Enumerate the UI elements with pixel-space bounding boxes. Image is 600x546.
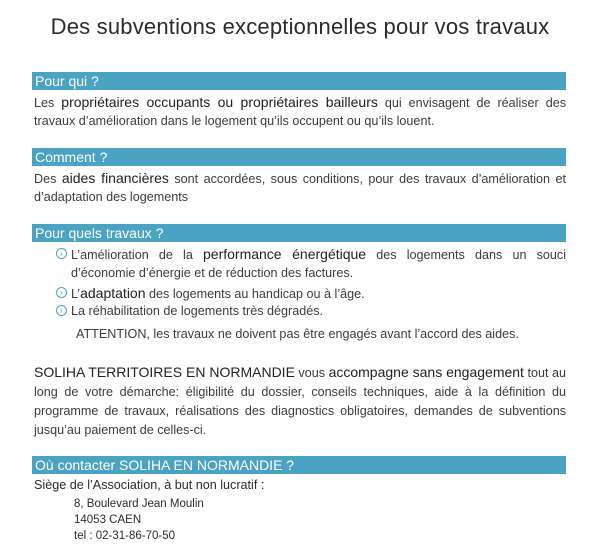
pour-qui-text <box>34 93 566 130</box>
soliha-mid: vous <box>294 366 329 380</box>
phone-line: tel : 02-31-86-70-50 <box>74 530 176 542</box>
travaux-bullet-3 <box>56 302 566 320</box>
bullet2-pre: L’ <box>71 287 81 301</box>
bullet3-text: La réhabilitation de logements très dégradés. <box>71 304 324 318</box>
comment-post: sont accordées, sous conditions, pour des travaux d’amélioration et d’adaptation des logements <box>34 172 566 204</box>
section-heading-comment: Comment ? <box>32 148 566 166</box>
siege-label: Siège de l’Association, à but non lucratif : <box>34 478 265 492</box>
section-heading-pour-qui: Pour qui ? <box>32 72 566 90</box>
section-heading-travaux: Pour quels travaux ? <box>32 224 566 242</box>
soliha-paragraph <box>34 363 566 440</box>
comment-bold: aides financières <box>61 170 169 186</box>
travaux-bullet-2 <box>56 284 566 303</box>
address-line-1: 8, Boulevard Jean Moulin <box>74 498 204 510</box>
section-heading-contact: Où contacter SOLIHA EN NORMANDIE ? <box>32 456 566 474</box>
circle-arrow-right-icon: › <box>56 287 67 298</box>
bullet1-pre: L’amélioration de la <box>71 248 203 262</box>
circle-arrow-right-icon: › <box>56 305 67 316</box>
pour-qui-post: qui envisagent de réaliser des travaux d’amélioration dans le logement qu’ils occupent ou qu’ils louent. <box>34 96 567 128</box>
soliha-accompagne: accompagne sans engagement <box>328 364 524 380</box>
pour-qui-pre: Les <box>34 96 62 110</box>
soliha-rest: tout au long de votre démarche: éligibilité du dossier, conseils techniques, aide à la définition du programme de travaux, réalisations des diagnostics obligatoires, demandes de subventions jusqu’au paiement de celles-ci. <box>34 366 566 437</box>
attention-note: ATTENTION, les travaux ne doivent pas être engagés avant l’accord des aides. <box>76 327 519 341</box>
bullet1-bold: performance énergétique <box>203 246 367 262</box>
bullet1-post: des logements dans un souci d’économie d’énergie et de réduction des factures. <box>71 248 567 280</box>
pour-qui-bold: propriétaires occupants ou propriétaires bailleurs <box>61 94 378 110</box>
comment-pre: Des <box>34 172 62 186</box>
bullet2-post: des logements au handicap ou à l’âge. <box>145 287 365 301</box>
soliha-name: SOLIHA TERRITOIRES EN NORMANDIE <box>34 364 295 380</box>
travaux-bullet-1 <box>56 245 566 282</box>
comment-text <box>34 169 566 206</box>
circle-arrow-right-icon: › <box>56 248 67 259</box>
address-line-2: 14053 CAEN <box>74 514 142 526</box>
bullet2-bold: adaptation <box>80 285 146 301</box>
page-title: Des subventions exceptionnelles pour vos travaux <box>50 14 550 39</box>
